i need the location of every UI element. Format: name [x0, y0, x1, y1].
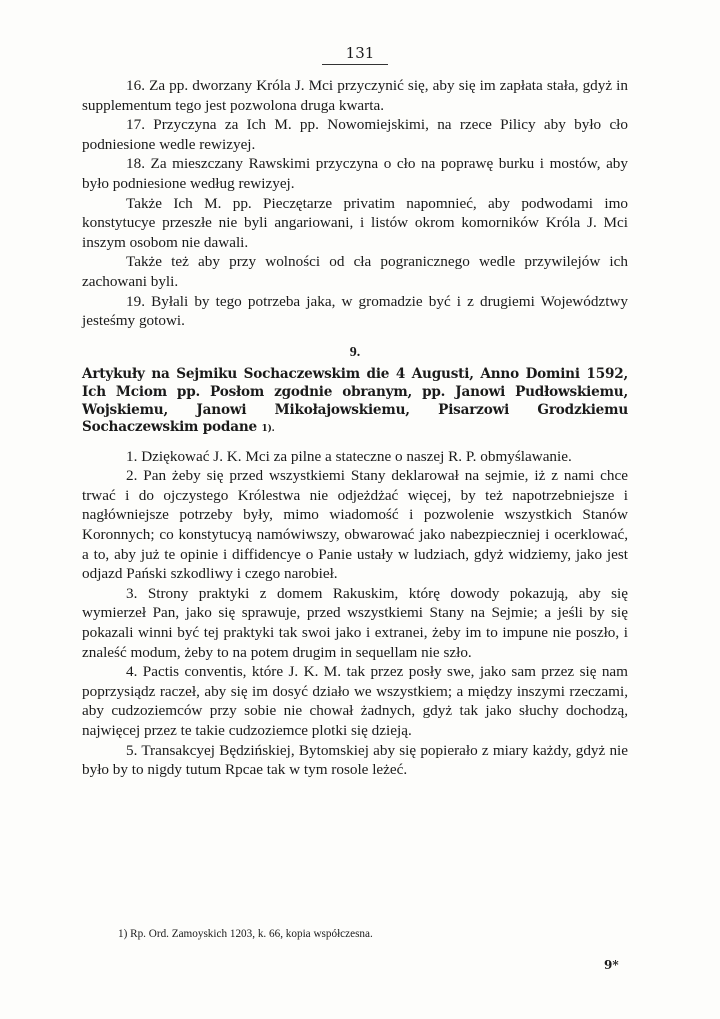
- signature-mark: 9*: [604, 958, 619, 972]
- text-body: [82, 76, 628, 780]
- paragraph: 5. Transakcyej Będzińskiej, Bytomskiej aby się popierało z miary każdy, gdyż nie było by to nigdy tutum Rpcae tak w tym rosole leżeć.: [82, 741, 628, 779]
- section-heading: [82, 366, 628, 438]
- paragraph: 2. Pan żeby się przed wszystkiemi Stany deklarował na sejmie, iż z nami chce trwać i do ojczystego Królestwa nie odjeżdżać więcej, by też napotrzebniejsze i nagłówniejsze potrzeby były, mimo wiadomość i pozwolenie wszystkich Stanów Koronnych; co konstytucyą namówiwszy, obwarować jako nabezpieczniej i ocerklować, a to, aby już te opinie i diffidencye o Panie ustały w ludziach, gdyż widziemy, jako jest odjazd Pański szkodliwy i czego narobieł.: [82, 467, 628, 583]
- paragraph: 19. Byłali by tego potrzeba jaka, w gromadzie być i z drugiemi Województwy jesteśmy gotowi.: [82, 292, 628, 330]
- paragraph: Także Ich M. pp. Pieczętarze privatim napomnieć, aby podwodami imo konstytucye przeszłe nie byli angariowani, i listów okrom komorników Króla J. Mci inszym osobom nie dawali.: [82, 194, 628, 251]
- paragraph: 4. Pactis conventis, które J. K. M. tak przez posły swe, jako sam przez się nam poprzysiądz raczeł, aby się im dosyć działo we wszystkiem; a między inszymi rzeczami, aby cudzoziemców przy sobie nie chował żadnych, gdyż tak jako słuchy dochodzą, najwięcej przez te takie cudzoziemce plotki się dzieją.: [82, 663, 628, 739]
- heading-footnote-mark: 1).: [261, 424, 275, 435]
- section-heading-text: Artykuły na Sejmiku Sochaczewskim die 4 Augusti, Anno Domini 1592, Ich Mciom pp. Posłom zgodnie obranym, pp. Janowi Pudłowskiemu, Wojskiemu, Janowi Mikołajowskiemu, Pisarzowi Grodzkiemu Sochaczewskim podane: [82, 366, 628, 436]
- paragraph: 18. Za mieszczany Rawskimi przyczyna o cło na poprawę burku i mostów, aby było podniesione według rewizyej.: [82, 155, 628, 192]
- paragraph: 17. Przyczyna za Ich M. pp. Nowomiejskimi, na rzece Pilicy aby było cło podniesione wedle rewizyej.: [82, 116, 628, 153]
- paragraph: Także też aby przy wolności od cła pogranicznego wedle przywilejów ich zachowani byli.: [82, 253, 628, 290]
- page-number-rule: [322, 64, 388, 65]
- paragraph: 16. Za pp. dworzany Króla J. Mci przyczynić się, aby się im zapłata stała, gdyż in supplementum tego jest pozwolona druga kwarta.: [82, 77, 628, 114]
- paragraph: 3. Strony praktyki z domem Rakuskim, którę dowody pokazują, aby się wymierzeł Pan, jako się sprawuje, przed wszystkiemi Stany na Sejmie; a jeśli by się pokazali winni być tej praktyki tak swoi jako i extranei, żeby im to impune nie poszło, i znaleść modum, żeby to na potem drugim in sequellam nie szło.: [82, 584, 628, 661]
- section-number: 9.: [349, 344, 361, 360]
- paragraph: 1. Dziękować J. K. Mci za pilne a stateczne o naszej R. P. obmyślawanie.: [126, 447, 572, 465]
- page-number: 131: [345, 44, 375, 62]
- footnote: 1) Rp. Ord. Zamoyskich 1203, k. 66, kopia współczesna.: [118, 928, 373, 940]
